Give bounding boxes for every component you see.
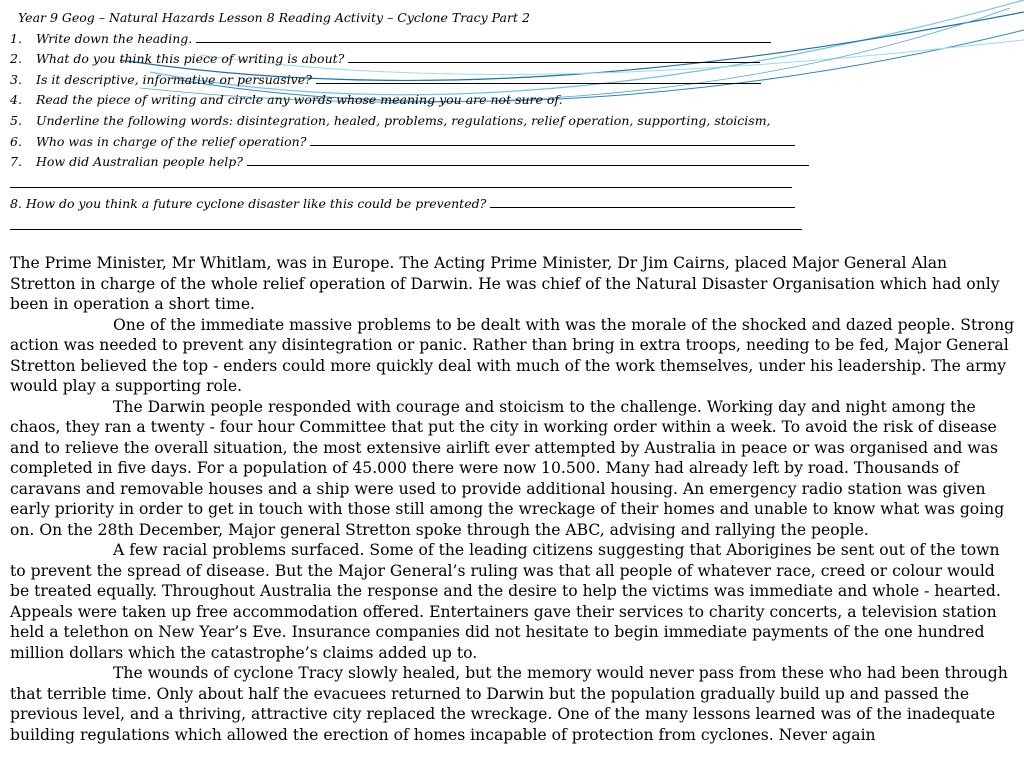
question-7 <box>10 152 810 173</box>
question-text: Write down the heading. <box>36 30 193 46</box>
question-number: 4. <box>10 92 22 108</box>
worksheet-title: Year 9 Geog – Natural Hazards Lesson 8 Reading Activity – Cyclone Tracy Part 2 <box>18 10 530 25</box>
answer-line[interactable] <box>348 50 760 63</box>
question-1 <box>10 29 810 50</box>
question-number: 7. <box>10 154 22 170</box>
answer-line[interactable] <box>310 133 795 146</box>
question-number: 2. <box>10 51 22 67</box>
question-text: Underline the following words: disintegration, healed, problems, regulations, relief operation, supporting, stoicism, <box>36 112 771 128</box>
question-text: 8. How do you think a future cyclone disaster like this could be prevented? <box>10 196 487 212</box>
question-list <box>10 8 810 230</box>
question-text: What do you think this piece of writing is about? <box>36 51 345 67</box>
question-number: 5. <box>10 112 22 128</box>
question-text: Who was in charge of the relief operation? <box>36 133 307 149</box>
answer-line[interactable] <box>10 173 792 188</box>
paragraph: The Darwin people responded with courage and stoicism to the challenge. Working day and night among the chaos, they ran a twenty - four hour Committee that put the city in working order within a week. To avoid the risk of disease and to relieve the overall situation, the most extensive airlift ever attempted by Australia in peace or was organised and was completed in five days. For a population of 45.000 there were now 10.500. Many had already left by road. Thousands of caravans and removable houses and a ship were used to provide additional housing. An emergency radio station was given early priority in order to get in touch with those still among the wreckage of their homes and unable to know what was going on. On the 28th December, Major general Stretton spoke through the ABC, advising and rallying the people. <box>10 397 1005 539</box>
paragraph: One of the immediate massive problems to be dealt with was the morale of the shocked and dazed people. Strong action was needed to prevent any disintegration or panic. Rather than bring in extra troops, needing to be fed, Major General Stretton believed the top - enders could more quickly deal with much of the work themselves, under his leadership. The army would play a supporting role. <box>10 315 1015 395</box>
question-8 <box>10 194 810 215</box>
reading-passage <box>10 253 1016 745</box>
question-number: 3. <box>10 71 22 87</box>
answer-line[interactable] <box>196 30 771 43</box>
paragraph: The Prime Minister, Mr Whitlam, was in Europe. The Acting Prime Minister, Dr Jim Cairns, placed Major General Alan Stretton in charge of the whole relief operation of Darwin. He was chief of the Natural Disaster Organisation which had only been in operation a short time. <box>10 254 1000 313</box>
question-4 <box>10 90 810 111</box>
answer-line[interactable] <box>247 153 809 166</box>
answer-line[interactable] <box>10 215 802 230</box>
answer-line[interactable] <box>316 71 761 84</box>
paragraph: A few racial problems surfaced. Some of the leading citizens suggesting that Aborigines be sent out of the town to prevent the spread of disease. But the Major General’s ruling was that all people of whatever race, creed or colour would be treated equally. Throughout Australia the response and the desire to help the victims was immediate and whole - hearted. Appeals were taken up free accommodation offered. Entertainers gave their services to charity concerts, a television station held a telethon on New Year’s Eve. Insurance companies did not hesitate to begin immediate payments of the one hundred million dollars which the catastrophe’s claims added up to. <box>10 541 1001 662</box>
question-3 <box>10 70 810 91</box>
question-text: How did Australian people help? <box>36 154 243 170</box>
paragraph: The wounds of cyclone Tracy slowly healed, but the memory would never pass from these who had been through that terrible time. Only about half the evacuees returned to Darwin but the population gradually build up and passed the previous level, and a thriving, attractive city replaced the wreckage. One of the many lessons learned was of the inadequate building regulations which allowed the erection of homes incapable of protection from cyclones. Never again <box>10 664 1008 744</box>
question-number: 1. <box>10 30 22 46</box>
question-text: Read the piece of writing and circle any words whose meaning you are not sure of. <box>36 92 563 108</box>
answer-line[interactable] <box>490 195 795 208</box>
question-text: Is it descriptive, informative or persuasive? <box>36 71 312 87</box>
question-number: 6. <box>10 133 22 149</box>
question-2 <box>10 49 810 70</box>
question-6 <box>10 132 810 153</box>
question-5 <box>10 111 810 132</box>
